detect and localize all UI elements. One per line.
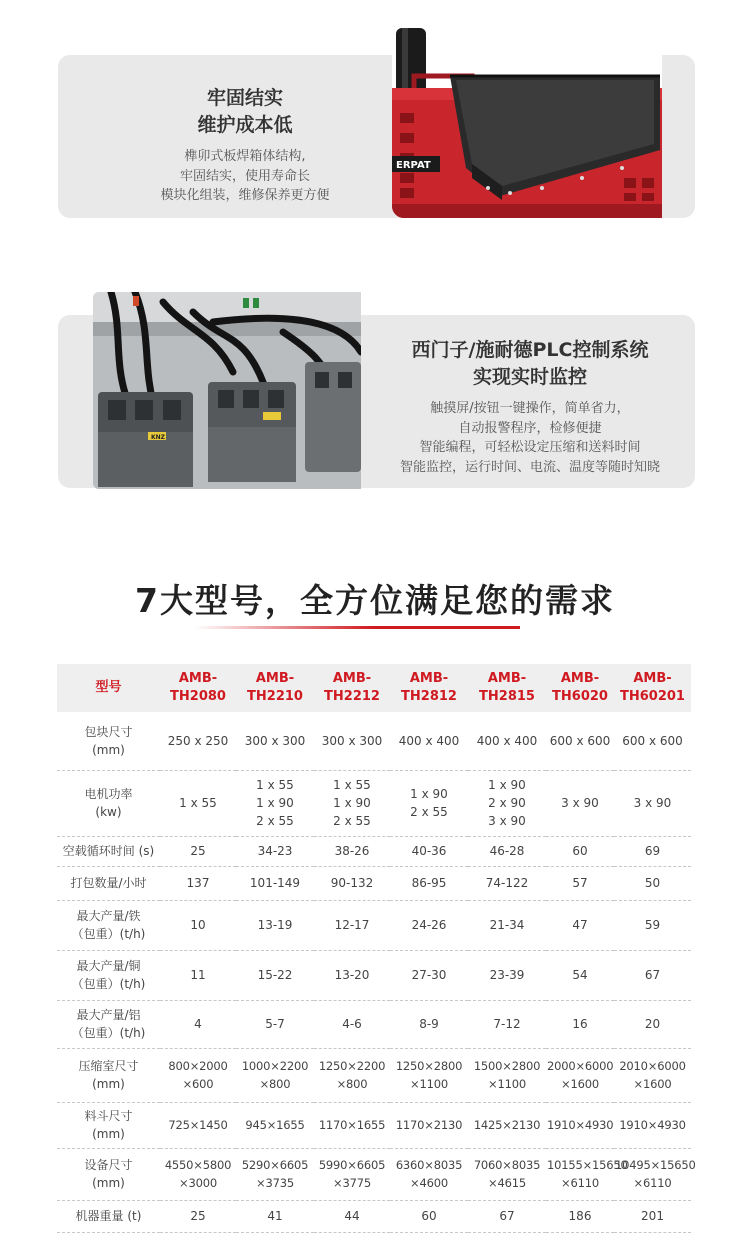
table-cell: 1425×2130 — [468, 1102, 546, 1148]
table-cell: 11 — [160, 950, 236, 1000]
table-cell: 600 x 600 — [614, 712, 691, 770]
row-label: 料斗尺寸 (mm) — [57, 1102, 160, 1148]
table-row — [57, 1048, 691, 1102]
contactor-label-text: KNZ — [151, 434, 166, 441]
table-cell: 250 x 250 — [160, 712, 236, 770]
table-cell: 1910×4930 — [614, 1102, 691, 1148]
table-row — [57, 866, 691, 900]
feature-title-line1: 西门子/施耐德PLC控制系统 — [411, 339, 649, 361]
table-cell: 21-34 — [468, 900, 546, 950]
table-cell: 34-23 — [236, 836, 314, 866]
machine-logo-text: ERPAT — [396, 160, 431, 171]
feature-desc-line: 牢固结实，使用寿命长 — [179, 168, 310, 184]
table-cell: 6360×8035 ×4600 — [390, 1148, 468, 1200]
table-cell: 186 — [546, 1200, 614, 1232]
feature-desc-line: 模块化组装，维修保养更方便 — [160, 188, 330, 203]
table-cell: 60 — [390, 1200, 468, 1232]
table-cell: 54 — [546, 950, 614, 1000]
table-row — [57, 1102, 691, 1148]
row-label: 最大产量/铜 （包重）(t/h) — [57, 950, 160, 1000]
row-label: 压缩室尺寸 (mm) — [57, 1048, 160, 1102]
table-cell: 60 — [546, 836, 614, 866]
feature-desc — [380, 399, 680, 477]
table-cell: 1250×2800 ×1100 — [390, 1048, 468, 1102]
table-cell: 47 — [546, 900, 614, 950]
table-cell: 1 x 55 1 x 90 2 x 55 — [236, 770, 314, 836]
table-cell: 13-19 — [236, 900, 314, 950]
table-cell: 67 — [468, 1200, 546, 1232]
table-cell: 4550×5800 ×3000 — [160, 1148, 236, 1200]
table-cell: 40-36 — [390, 836, 468, 866]
row-label: 电机功率 (kw) — [57, 770, 160, 836]
table-cell: 1170×2130 — [390, 1102, 468, 1148]
table-cell: 10 — [160, 900, 236, 950]
table-cell: 10495×15650 ×6110 — [614, 1148, 691, 1200]
row-label: 最大产量/铝 （包重）(t/h) — [57, 1000, 160, 1048]
table-cell: 600 x 600 — [546, 712, 614, 770]
header-model: AMB- TH2210 — [236, 664, 314, 712]
table-row — [57, 1000, 691, 1048]
table-cell: 1 x 55 1 x 90 2 x 55 — [314, 770, 390, 836]
table-cell: 800×2000 ×600 — [160, 1048, 236, 1102]
table-cell: 101-149 — [236, 866, 314, 900]
table-cell: 16 — [546, 1000, 614, 1048]
header-model: AMB- TH6020 — [546, 664, 614, 712]
table-cell: 20 — [614, 1000, 691, 1048]
row-label: 空载循环时间 (s) — [57, 836, 160, 866]
table-cell: 1250×2200 ×800 — [314, 1048, 390, 1102]
table-cell: 1 x 90 2 x 55 — [390, 770, 468, 836]
table-cell: 13-20 — [314, 950, 390, 1000]
section-title-underline — [195, 626, 520, 629]
table-cell: 2000×6000 ×1600 — [546, 1048, 614, 1102]
table-cell: 5990×6605 ×3775 — [314, 1148, 390, 1200]
table-cell: 23-39 — [468, 950, 546, 1000]
row-label: 打包数量/小时 — [57, 866, 160, 900]
feature-title-line1: 牢固结实 — [206, 87, 283, 109]
feature-title-line2: 实现实时监控 — [472, 366, 587, 388]
table-cell: 8-9 — [390, 1000, 468, 1048]
header-model: AMB- TH2212 — [314, 664, 390, 712]
control-cabinet-image — [93, 292, 361, 489]
table-cell: 59 — [614, 900, 691, 950]
hopper-machine-image — [392, 28, 662, 218]
table-cell: 137 — [160, 866, 236, 900]
feature-title-line2: 维护成本低 — [197, 114, 293, 136]
table-cell: 5290×6605 ×3735 — [236, 1148, 314, 1200]
table-row — [57, 836, 691, 866]
table-cell: 41 — [236, 1200, 314, 1232]
table-cell: 15-22 — [236, 950, 314, 1000]
table-cell: 3 x 90 — [546, 770, 614, 836]
table-row — [57, 900, 691, 950]
table-cell: 7060×8035 ×4615 — [468, 1148, 546, 1200]
table-cell: 400 x 400 — [468, 712, 546, 770]
table-cell: 10155×15650 ×6110 — [546, 1148, 614, 1200]
table-cell: 74-122 — [468, 866, 546, 900]
feature-desc-line: 榫卯式板焊箱体结构, — [184, 149, 306, 164]
table-cell: 1000×2200 ×800 — [236, 1048, 314, 1102]
table-cell: 86-95 — [390, 866, 468, 900]
table-header-row — [57, 664, 691, 712]
hopper-machine-illustration — [392, 28, 662, 218]
table-cell: 7-12 — [468, 1000, 546, 1048]
table-cell: 67 — [614, 950, 691, 1000]
table-cell: 69 — [614, 836, 691, 866]
table-row — [57, 770, 691, 836]
table-cell: 57 — [546, 866, 614, 900]
model-spec-table — [57, 664, 696, 1233]
feature-desc-line: 智能监控，运行时间、电流、温度等随时知晓 — [399, 459, 660, 475]
table-cell: 300 x 300 — [314, 712, 390, 770]
table-cell: 90-132 — [314, 866, 390, 900]
header-model: AMB- TH2815 — [468, 664, 546, 712]
table-cell: 1910×4930 — [546, 1102, 614, 1148]
row-label: 最大产量/铁 （包重）(t/h) — [57, 900, 160, 950]
table-cell: 300 x 300 — [236, 712, 314, 770]
table-cell: 1170×1655 — [314, 1102, 390, 1148]
table-cell: 1 x 90 2 x 90 3 x 90 — [468, 770, 546, 836]
header-model: AMB- TH60201 — [614, 664, 691, 712]
feature-desc-line: 自动报警程序，检修便捷 — [458, 420, 602, 436]
feature-text-control — [380, 337, 680, 477]
table-cell: 25 — [160, 1200, 236, 1232]
table-cell: 4 — [160, 1000, 236, 1048]
table-cell: 12-17 — [314, 900, 390, 950]
table-cell: 1 x 55 — [160, 770, 236, 836]
header-label: 型号 — [57, 664, 160, 712]
feature-desc-line: 智能编程，可轻松设定压缩和送料时间 — [419, 440, 641, 455]
table-cell: 46-28 — [468, 836, 546, 866]
row-label: 设备尺寸 (mm) — [57, 1148, 160, 1200]
table-cell: 24-26 — [390, 900, 468, 950]
table-cell: 725×1450 — [160, 1102, 236, 1148]
table-row — [57, 1200, 691, 1232]
feature-desc — [110, 147, 380, 206]
table-cell: 2010×6000 ×1600 — [614, 1048, 691, 1102]
table-cell: 44 — [314, 1200, 390, 1232]
section-title: 7大型号，全方位满足您的需求 — [135, 581, 615, 620]
table-cell: 3 x 90 — [614, 770, 691, 836]
table-cell: 1500×2800 ×1100 — [468, 1048, 546, 1102]
header-model: AMB- TH2080 — [160, 664, 236, 712]
row-label: 包块尺寸 (mm) — [57, 712, 160, 770]
table-body — [57, 712, 696, 1232]
header-model: AMB- TH2812 — [390, 664, 468, 712]
table-row — [57, 712, 691, 770]
table-cell: 38-26 — [314, 836, 390, 866]
feature-desc-line: 触摸屏/按钮一键操作，简单省力， — [430, 401, 630, 416]
feature-text-structure — [110, 85, 380, 206]
table-cell: 50 — [614, 866, 691, 900]
table-cell: 400 x 400 — [390, 712, 468, 770]
contactor-illustration — [93, 292, 361, 489]
table-cell: 4-6 — [314, 1000, 390, 1048]
table-cell: 5-7 — [236, 1000, 314, 1048]
row-label: 机器重量 (t) — [57, 1200, 160, 1232]
table-cell: 27-30 — [390, 950, 468, 1000]
table-cell: 945×1655 — [236, 1102, 314, 1148]
table-row — [57, 1148, 691, 1200]
table-row — [57, 950, 691, 1000]
table-cell: 25 — [160, 836, 236, 866]
table-cell: 201 — [614, 1200, 691, 1232]
